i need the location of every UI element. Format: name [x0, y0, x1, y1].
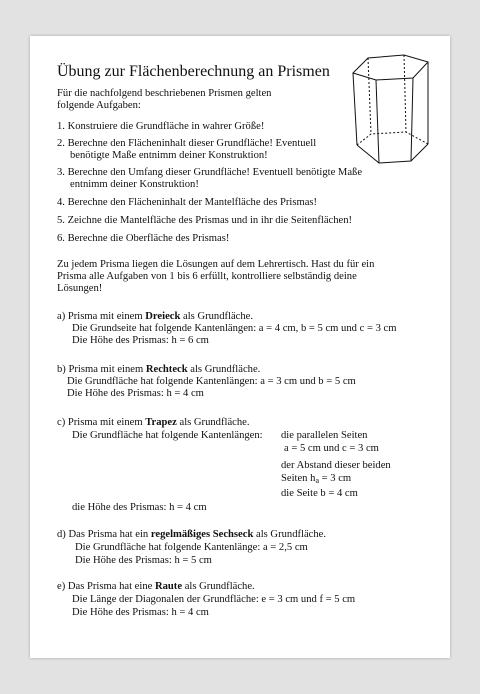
- prism-c-height: die Höhe des Prismas: h = 4 cm: [72, 502, 207, 513]
- task-6: 6. Berechne die Oberfläche des Prismas!: [57, 233, 230, 244]
- hexagonal-prism-icon: [352, 52, 436, 168]
- prism-e-height: Die Höhe des Prismas: h = 4 cm: [72, 607, 209, 618]
- prism-c-parallel-sides: die parallelen Seiten: [281, 430, 368, 441]
- prism-c-parallel-values: a = 5 cm und c = 3 cm: [284, 443, 379, 454]
- prism-d-height: Die Höhe des Prismas: h = 5 cm: [75, 555, 212, 566]
- prism-b-heading: b) Prisma mit einem Rechteck als Grundfläche.: [57, 364, 261, 375]
- page-title: Übung zur Flächenberechnung an Prismen: [57, 63, 330, 80]
- prism-b-height: Die Höhe des Prismas: h = 4 cm: [67, 388, 204, 399]
- solutions-note-2: Prisma alle Aufgaben von 1 bis 6 erfüllt, kontrolliere selbständig deine: [57, 271, 357, 282]
- task-2: 2. Berechne den Flächeninhalt dieser Grundfläche! Eventuell: [57, 138, 317, 149]
- intro-line-2: folgende Aufgaben:: [57, 100, 141, 111]
- solutions-note-1: Zu jedem Prisma liegen die Lösungen auf dem Lehrertisch. Hast du für ein: [57, 259, 375, 270]
- prism-d-heading: d) Das Prisma hat ein regelmäßiges Sechseck als Grundfläche.: [57, 529, 327, 540]
- task-2-cont: benötigte Maße entnimm deiner Konstruktion!: [70, 150, 268, 161]
- prism-a-heading: a) Prisma mit einem Dreieck als Grundfläche.: [57, 311, 254, 322]
- prism-c-distance-label: der Abstand dieser beiden: [281, 460, 391, 471]
- prism-e-heading: e) Das Prisma hat eine Raute als Grundfläche.: [57, 581, 255, 592]
- prism-a-height: Die Höhe des Prismas: h = 6 cm: [72, 335, 209, 346]
- prism-b-edges: Die Grundfläche hat folgende Kantenlängen: a = 3 cm und b = 5 cm: [67, 376, 356, 387]
- solutions-note-3: Lösungen!: [57, 283, 103, 294]
- task-4: 4. Berechne den Flächeninhalt der Mantelfläche des Prismas!: [57, 197, 318, 208]
- prism-d-edges: Die Grundfläche hat folgende Kantenlänge: a = 2,5 cm: [75, 542, 308, 553]
- prism-c-distance-value: Seiten $h_a = 3$ cm: [281, 473, 352, 485]
- prism-e-diagonals: Die Länge der Diagonalen der Grundfläche: e = 3 cm und f = 5 cm: [72, 594, 356, 605]
- intro-line-1: Für die nachfolgend beschriebenen Prismen gelten: [57, 88, 272, 99]
- task-5: 5. Zeichne die Mantelfläche des Prismas und in ihr die Seitenflächen!: [57, 215, 353, 226]
- prism-c-edges-label: Die Grundfläche hat folgende Kantenlängen:: [72, 430, 263, 441]
- prism-a-edges: Die Grundseite hat folgende Kantenlängen: a = 4 cm, b = 5 cm und c = 3 cm: [72, 323, 397, 334]
- prism-c-heading: c) Prisma mit einem Trapez als Grundfläche.: [57, 417, 250, 428]
- prism-c-side-b: die Seite b = 4 cm: [281, 488, 358, 499]
- task-3: 3. Berechne den Umfang dieser Grundfläche! Eventuell benötigte Maße: [57, 167, 363, 178]
- task-1: 1. Konstruiere die Grundfläche in wahrer Größe!: [57, 121, 265, 132]
- task-3-cont: entnimm deiner Konstruktion!: [70, 179, 199, 190]
